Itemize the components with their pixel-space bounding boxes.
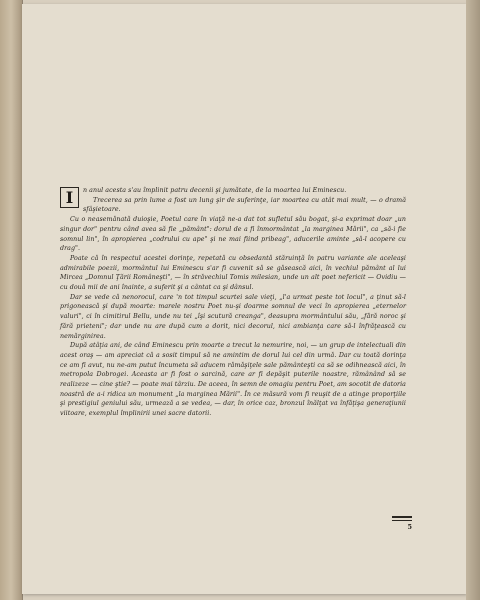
page-number-rule-2: [392, 520, 412, 522]
paragraph-3: Cu o neasemănată duioşie, Poetul care în viaţă ne-a dat tot sufletul său bogat, şi-a exprimat doar „un singur dor" pentru când avea să fie „pământ": dorul de a fi înmormântat „la marginea Mării", ca „să-i fie somnul lin", în apropierea „codrului cu ape" şi ne mai fiind pribeag", aducerile aminte „să-l acopere cu drag".: [60, 216, 406, 253]
page-number: 5: [407, 523, 412, 532]
article-body: [60, 186, 406, 419]
paragraph-5: Dar se vede că nenorocul, care 'n tot timpul scurtei sale vieţi, „l'a urmat peste tot locul", a ţinut să-l prigonească şi după moarte: marele nostru Poet nu-şi doarme somnul de veci în apropierea „eternelor valuri", ci în cimitirul Bellu, unde nu tei „îşi scutură creanga", deasupra mormântului său, „fără noroc şi fără prieteni"; dar unde nu are după cum a dorit, nici decorul, nici ambianţa care să-l înfrăţească cu nemărginirea.: [60, 293, 406, 340]
paragraph-2: Trecerea sa prin lume a fost un lung şir de suferinţe, iar moartea cu atât mai mult, — o dramă sfâşietoare.: [83, 196, 406, 214]
book-cover-edge: [0, 0, 23, 600]
page-number-block: [392, 516, 412, 531]
page-stack-edge: [466, 0, 480, 600]
paragraph-4: Poate că în respectul acestei dorinţe, repetată cu obsedantă stăruinţă în patru variante ale aceleaşi admirabile poezii, mormântul lui Eminescu s'ar fi cuvenit să se găsească aici, în vechiul pământ al lui Mircea „Domnul Ţării Româneşti", — în străvechiul Tomis milesian, unde un alt poet nefericit — Ovidiu — cu două mii de ani înainte, a suferit şi a cântat ca şi dânsul.: [60, 254, 406, 292]
paragraph-6: După atâţia ani, de când Eminescu prin moarte a trecut la nemurire, noi, — un grup de intelectuali din acest oraş — am apreciat că a sosit timpul să ne amintim de dorul lui cel din urmă. Dar cu toată dorinţa ce am fi avut, nu ne-am putut încumeta să aducem rămăşiţele sale pământeşti ca să se odihnească aici, în metropola Dobrogei. Aceasta ar fi fost o sarcină, care ar fi depăşit puterile noastre, rămânând să se realizeze — cine ştie? — poate mai târziu. De aceea, în semn de omagiu pentru Poet, am socotit de datoria noastră de a-i ridica un monument „la marginea Mării". În ce măsură vom fi reuşit de a atinge proporţiile şi prestigiul geniului său, urmează a se vedea, — dar, în orice caz, bronzul înălţat va înfăţişa generaţiunii viitoare, exemplul împlinirii unei sacre datorii.: [60, 342, 406, 418]
drop-cap: I: [60, 187, 79, 208]
page-number-rule: [392, 516, 412, 518]
paragraph-text: n anul acesta s'au împlinit patru decenii şi jumătate, de la moartea lui Eminescu.: [83, 187, 347, 194]
